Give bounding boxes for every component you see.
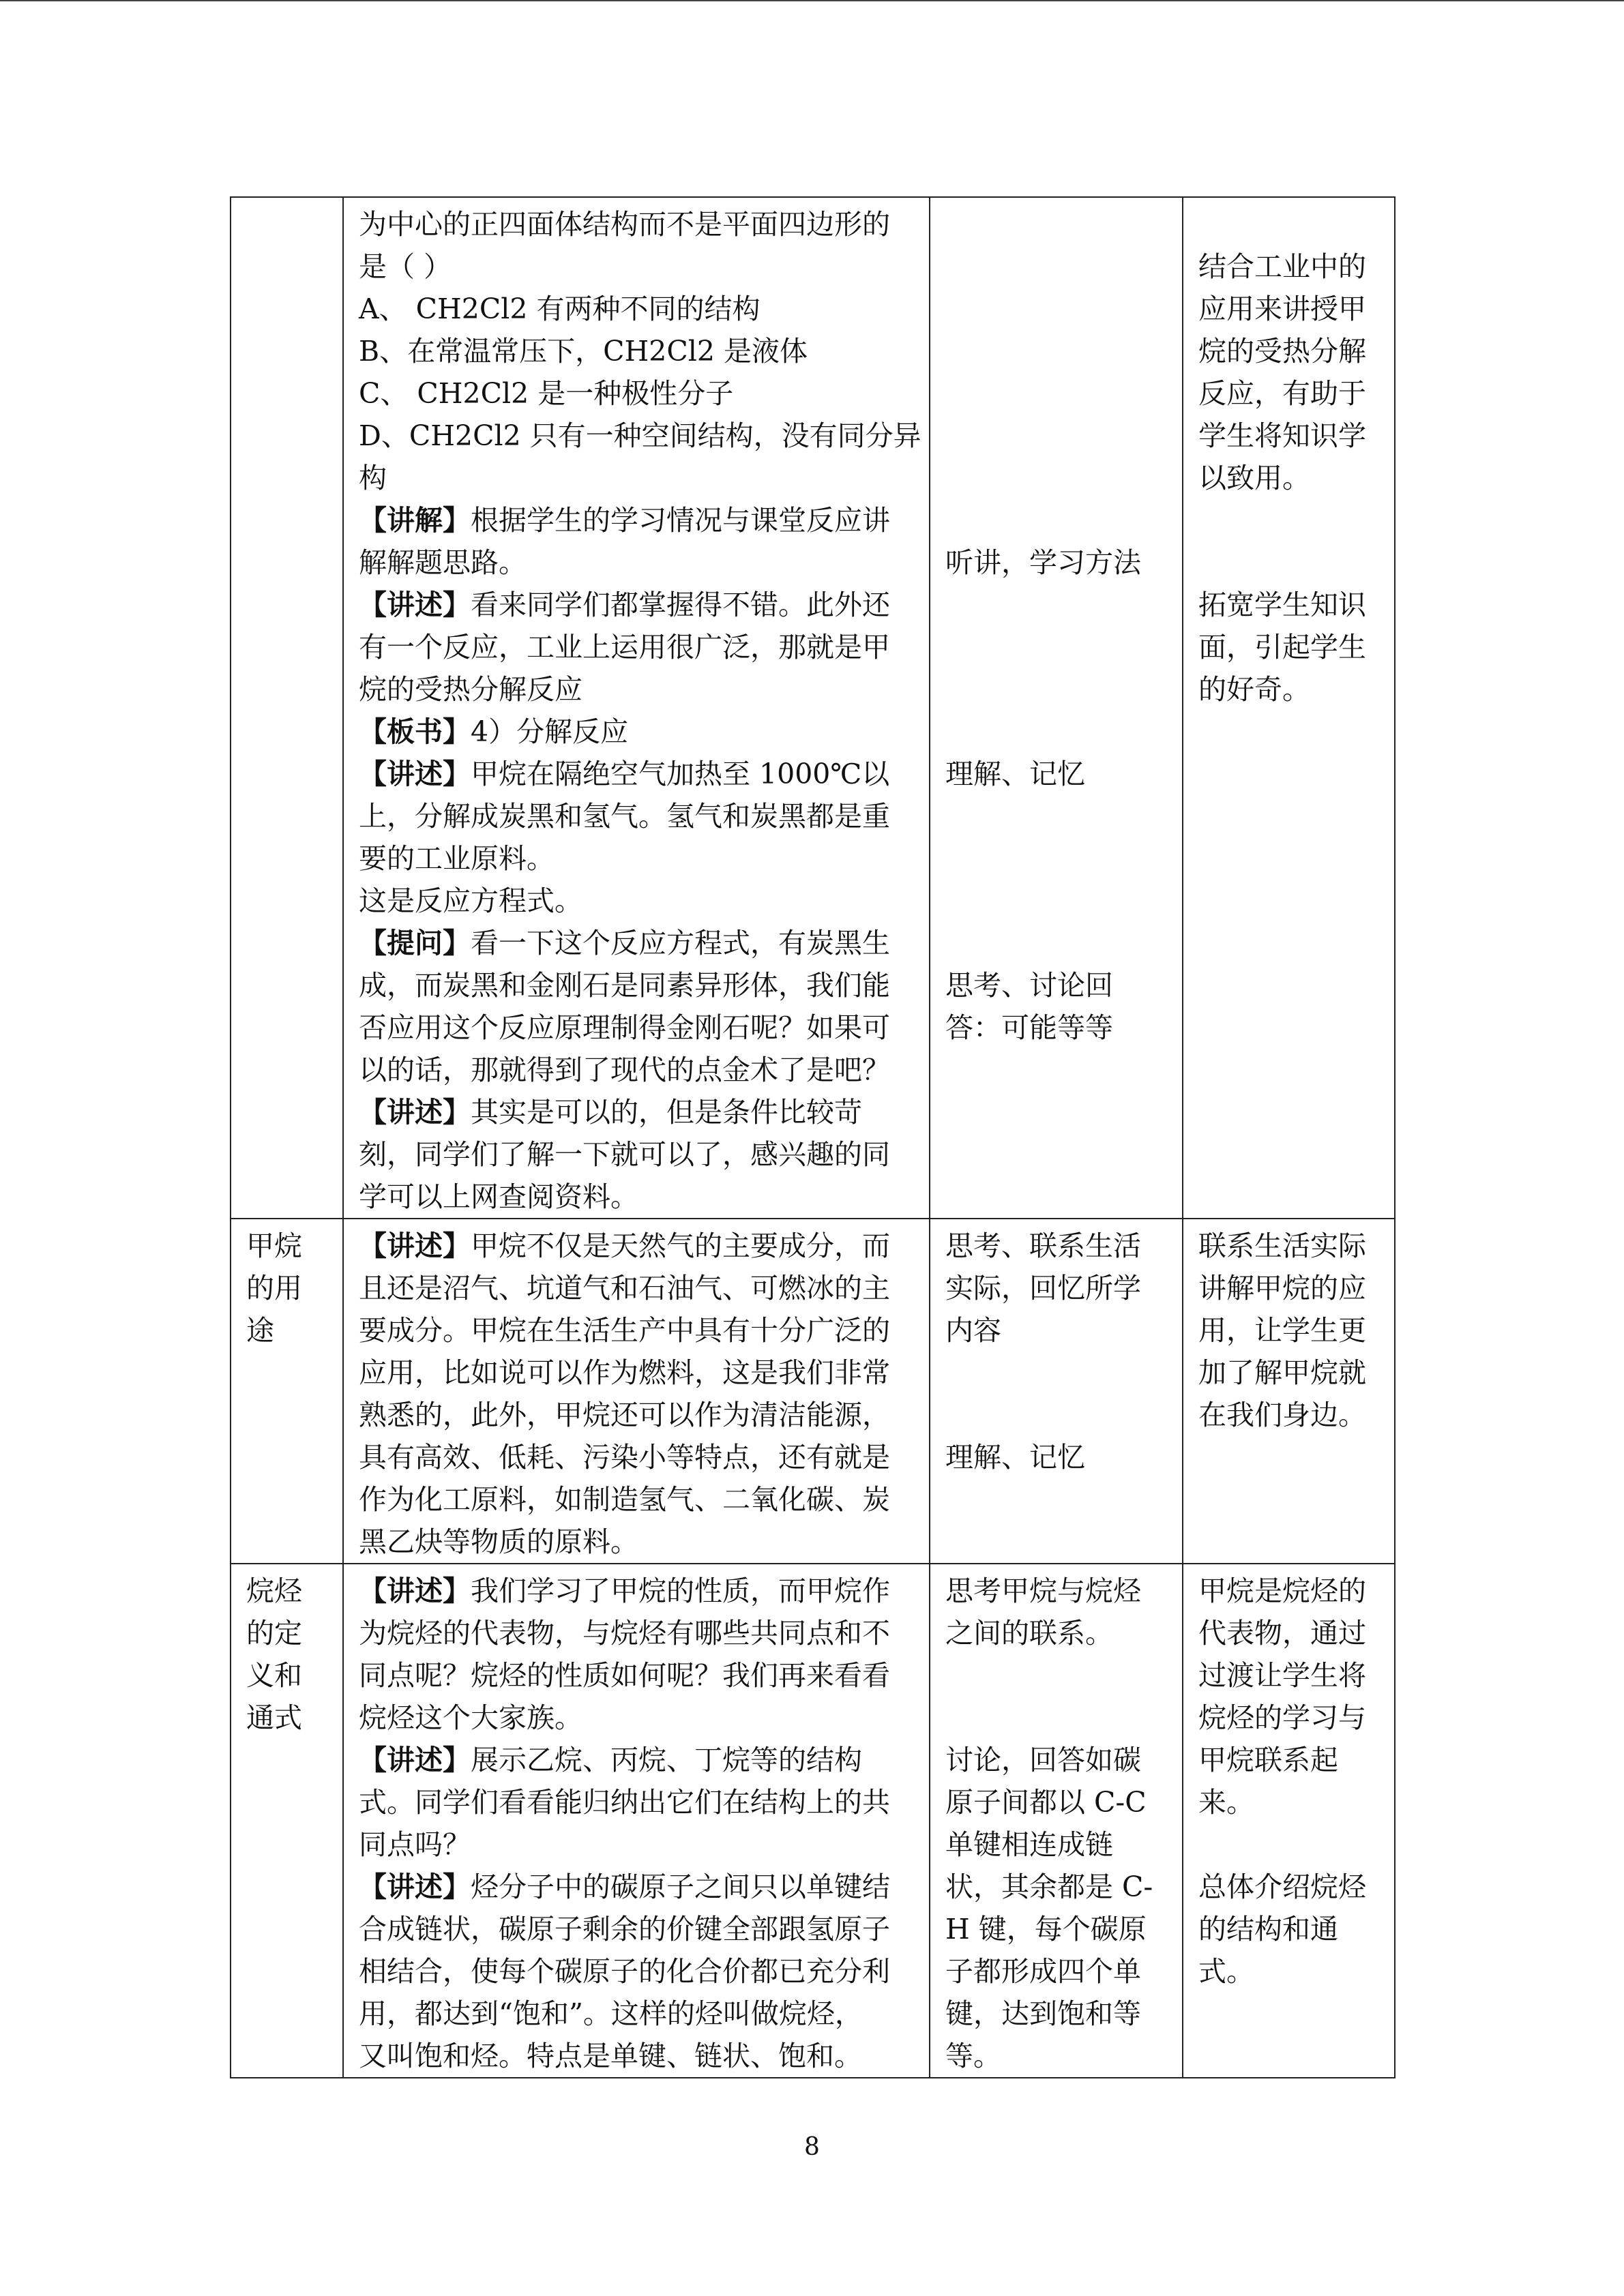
line-text: 的好奇。 — [1198, 673, 1310, 706]
text-line — [246, 1612, 327, 1654]
line-text: 看一下这个反应方程式，有炭黑生 — [471, 927, 890, 959]
blank-line — [945, 499, 1167, 541]
text-line — [359, 880, 914, 922]
line-text: 理解、记忆 — [945, 1441, 1085, 1474]
blank-line — [1198, 1823, 1379, 1866]
line-text: 甲烷 — [246, 1229, 302, 1262]
line-text: 途 — [246, 1314, 274, 1347]
topic-cell — [231, 1564, 343, 2078]
text-line — [359, 1781, 914, 1823]
line-text: 单键相连成链 — [945, 1828, 1113, 1861]
line-text: 作为化工原料，如制造氢气、二氧化碳、炭 — [359, 1483, 890, 1516]
text-line — [1198, 457, 1379, 499]
text-line — [359, 1739, 914, 1781]
line-text: 通式 — [246, 1701, 302, 1734]
line-text: 之间的联系。 — [945, 1617, 1113, 1650]
text-line — [1198, 1908, 1379, 1950]
teacher-activity-cell — [343, 1564, 930, 2078]
design-intent-cell — [1183, 197, 1395, 1219]
teacher-activity-cell — [343, 197, 930, 1219]
text-line — [359, 457, 914, 499]
blank-line — [945, 584, 1167, 626]
text-line — [1198, 668, 1379, 711]
text-line — [1198, 1781, 1379, 1823]
blank-line — [945, 457, 1167, 499]
text-line — [945, 1007, 1167, 1049]
text-line — [945, 1781, 1167, 1823]
section-tag: 【讲述】 — [359, 1575, 471, 1607]
line-text: 应用来讲授甲 — [1198, 293, 1366, 325]
line-text: 甲烷在隔绝空气加热至 1000℃以 — [471, 758, 890, 790]
text-line — [359, 1352, 914, 1394]
section-tag: 【讲述】 — [359, 1096, 471, 1129]
text-line — [359, 1654, 914, 1697]
text-line — [1198, 584, 1379, 626]
line-text: 用，都达到“饱和”。这样的烃叫做烷烃， — [359, 1997, 863, 2030]
line-text: 键，达到饱和等 — [945, 1997, 1141, 2030]
line-text: 来。 — [1198, 1786, 1254, 1819]
line-text: 展示乙烷、丙烷、丁烷等的结构 — [471, 1744, 862, 1776]
text-line — [359, 203, 914, 245]
line-text: 过渡让学生将 — [1198, 1659, 1366, 1692]
text-line — [1198, 1352, 1379, 1394]
topic-cell — [231, 197, 343, 1219]
line-text: 刻，同学们了解一下就可以了，感兴趣的同 — [359, 1138, 890, 1171]
text-line — [1198, 1866, 1379, 1908]
text-line — [945, 1739, 1167, 1781]
blank-line — [945, 880, 1167, 922]
line-text: 学生将知识学 — [1198, 419, 1366, 452]
blank-line — [945, 1654, 1167, 1697]
line-text: 学可以上网查阅资料。 — [359, 1180, 638, 1213]
blank-line — [945, 1352, 1167, 1394]
line-text: 黑乙炔等物质的原料。 — [359, 1525, 638, 1558]
text-line — [359, 668, 914, 711]
blank-line — [945, 203, 1167, 245]
table-row — [231, 1564, 1395, 2078]
text-line — [246, 1697, 327, 1739]
text-line — [359, 330, 914, 372]
text-line — [359, 1521, 914, 1563]
text-line — [246, 1654, 327, 1697]
line-text: 面，引起学生 — [1198, 631, 1366, 664]
text-line — [359, 1478, 914, 1521]
line-text: 合成链状，碳原子剩余的价键全部跟氢原子 — [359, 1913, 890, 1945]
section-tag: 【讲述】 — [359, 758, 471, 790]
text-line — [945, 964, 1167, 1007]
student-activity-cell — [930, 1219, 1183, 1564]
teacher-activity-cell — [343, 1219, 930, 1564]
line-text: 式。同学们看看能归纳出它们在结构上的共 — [359, 1786, 890, 1819]
text-line — [1198, 1697, 1379, 1739]
line-text: 原子间都以 C-C — [945, 1786, 1147, 1819]
line-text: 烃分子中的碳原子之间只以单键结 — [471, 1870, 890, 1903]
line-text: 看来同学们都掌握得不错。此外还 — [471, 588, 890, 621]
line-text: 思考、讨论回 — [945, 969, 1113, 1002]
section-tag: 【提问】 — [359, 927, 471, 959]
line-text: 解解题思路。 — [359, 546, 527, 579]
text-line — [1198, 1267, 1379, 1309]
blank-line — [1198, 499, 1379, 541]
line-text: 甲烷不仅是天然气的主要成分，而 — [471, 1229, 890, 1262]
line-text: 又叫饱和烃。特点是单键、链状、饱和。 — [359, 2040, 862, 2072]
text-line — [945, 1908, 1167, 1950]
line-text: 以致用。 — [1198, 462, 1310, 494]
text-line — [359, 1309, 914, 1352]
line-text: 子都形成四个单 — [945, 1955, 1141, 1988]
line-text: 以的话，那就得到了现代的点金术了是吧？ — [359, 1054, 890, 1086]
text-line — [359, 1908, 914, 1950]
text-line — [1198, 1225, 1379, 1267]
blank-line — [945, 626, 1167, 668]
section-tag: 【讲述】 — [359, 1744, 471, 1776]
line-text: 是（ ） — [359, 250, 452, 283]
line-text: 这是反应方程式。 — [359, 884, 582, 917]
line-text: 拓宽学生知识 — [1198, 588, 1366, 621]
text-line — [945, 1823, 1167, 1866]
line-text: 讨论，回答如碳 — [945, 1744, 1141, 1776]
line-text: 的用 — [246, 1272, 302, 1304]
line-text: 具有高效、低耗、污染小等特点，还有就是 — [359, 1441, 890, 1474]
text-line — [359, 1091, 914, 1133]
text-line — [945, 753, 1167, 795]
line-text: 其实是可以的，但是条件比较苛 — [471, 1096, 862, 1129]
blank-line — [945, 837, 1167, 880]
line-text: 用，让学生更 — [1198, 1314, 1366, 1347]
blank-line — [945, 330, 1167, 372]
line-text: 为烷烃的代表物，与烷烃有哪些共同点和不 — [359, 1617, 890, 1650]
text-line — [359, 415, 921, 457]
line-text: B、在常温常压下，CH2Cl2 是液体 — [359, 335, 808, 368]
text-line — [1198, 626, 1379, 668]
line-text: 内容 — [945, 1314, 1001, 1347]
text-line — [359, 753, 914, 795]
text-line — [359, 372, 914, 415]
text-line — [359, 1697, 914, 1739]
section-tag: 【讲述】 — [359, 1229, 471, 1262]
line-text: 状，其余都是 C- — [945, 1870, 1153, 1903]
blank-line — [945, 288, 1167, 330]
text-line — [359, 837, 914, 880]
text-line — [246, 1267, 327, 1309]
page-top-border — [0, 0, 1624, 1]
line-text: 加了解甲烷就 — [1198, 1356, 1366, 1389]
text-line — [246, 1225, 327, 1267]
line-text: 义和 — [246, 1659, 302, 1692]
text-line — [359, 1950, 914, 1993]
blank-line — [945, 711, 1167, 753]
line-text: 烷的受热分解反应 — [359, 673, 582, 706]
line-text: 甲烷是烷烃的 — [1198, 1575, 1366, 1607]
text-line — [359, 1133, 914, 1176]
line-text: 理解、记忆 — [945, 758, 1085, 790]
text-line — [359, 1176, 914, 1218]
table-row — [231, 1219, 1395, 1564]
text-line — [359, 288, 914, 330]
text-line — [1198, 288, 1379, 330]
line-text: H 键，每个碳原 — [945, 1913, 1147, 1945]
student-activity-cell — [930, 1564, 1183, 2078]
text-line — [1198, 330, 1379, 372]
section-tag: 【板书】 — [359, 715, 471, 748]
line-text: 实际，回忆所学 — [945, 1272, 1141, 1304]
line-text: 听讲，学习方法 — [945, 546, 1141, 579]
line-text: 联系生活实际 — [1198, 1229, 1366, 1262]
text-line — [359, 1823, 914, 1866]
line-text: 同点呢？烷烃的性质如何呢？我们再来看看 — [359, 1659, 890, 1692]
text-line — [246, 1570, 327, 1612]
text-line — [945, 1866, 1167, 1908]
text-line — [1198, 245, 1379, 288]
blank-line — [945, 795, 1167, 837]
line-text: 等。 — [945, 2040, 1001, 2072]
text-line — [359, 541, 914, 584]
lesson-plan-table — [230, 196, 1396, 2078]
design-intent-cell — [1183, 1564, 1395, 2078]
page-number: 8 — [804, 2133, 820, 2161]
text-line — [359, 964, 914, 1007]
blank-line — [945, 668, 1167, 711]
text-line — [1198, 1394, 1379, 1436]
section-tag: 【讲解】 — [359, 504, 471, 537]
text-line — [359, 245, 914, 288]
text-line — [359, 1267, 914, 1309]
line-text: 构 — [359, 462, 387, 494]
section-tag: 【讲述】 — [359, 1870, 471, 1903]
design-intent-cell — [1183, 1219, 1395, 1564]
text-line — [359, 711, 914, 753]
text-line — [945, 2035, 1167, 2077]
line-text: 否应用这个反应原理制得金刚石呢？如果可 — [359, 1011, 890, 1044]
line-text: 应用，比如说可以作为燃料，这是我们非常 — [359, 1356, 890, 1389]
line-text: 烷烃的学习与 — [1198, 1701, 1366, 1734]
text-line — [945, 541, 1167, 584]
line-text: A、 CH2Cl2 有两种不同的结构 — [359, 293, 761, 325]
text-line — [359, 1007, 914, 1049]
line-text: 且还是沼气、坑道气和石油气、可燃冰的主 — [359, 1272, 890, 1304]
text-line — [359, 584, 914, 626]
student-activity-cell — [930, 197, 1183, 1219]
text-line — [359, 1570, 914, 1612]
line-text: 在我们身边。 — [1198, 1399, 1366, 1431]
text-line — [359, 1436, 914, 1478]
text-line — [359, 499, 914, 541]
text-line — [359, 1866, 914, 1908]
text-line — [359, 1612, 914, 1654]
text-line — [1198, 1570, 1379, 1612]
line-text: 反应，有助于 — [1198, 377, 1366, 410]
text-line — [945, 1225, 1167, 1267]
line-text: 烷烃 — [246, 1575, 302, 1607]
line-text: 甲烷联系起 — [1198, 1744, 1338, 1776]
text-line — [945, 1570, 1167, 1612]
text-line — [1198, 1612, 1379, 1654]
line-text: 的定 — [246, 1617, 302, 1650]
text-line — [945, 1267, 1167, 1309]
blank-line — [945, 372, 1167, 415]
text-line — [1198, 1309, 1379, 1352]
line-text: D、CH2Cl2 只有一种空间结构，没有同分异 — [359, 419, 921, 452]
blank-line — [945, 1697, 1167, 1739]
text-line — [945, 1993, 1167, 2035]
blank-line — [1198, 541, 1379, 584]
line-text: 答：可能等等 — [945, 1011, 1113, 1044]
line-text: 有一个反应，工业上运用很广泛，那就是甲 — [359, 631, 890, 664]
blank-line — [945, 1394, 1167, 1436]
line-text: C、 CH2Cl2 是一种极性分子 — [359, 377, 734, 410]
line-text: 同点吗？ — [359, 1828, 471, 1861]
line-text: 思考、联系生活 — [945, 1229, 1141, 1262]
text-line — [359, 1225, 914, 1267]
text-line — [1198, 1654, 1379, 1697]
text-line — [246, 1309, 327, 1352]
line-text: 代表物，通过 — [1198, 1617, 1366, 1650]
blank-line — [1198, 203, 1379, 245]
line-text: 要成分。甲烷在生活生产中具有十分广泛的 — [359, 1314, 890, 1347]
text-line — [1198, 1739, 1379, 1781]
line-text: 结合工业中的 — [1198, 250, 1366, 283]
line-text: 思考甲烷与烷烃 — [945, 1575, 1141, 1607]
text-line — [359, 1394, 914, 1436]
topic-cell — [231, 1219, 343, 1564]
text-line — [1198, 1950, 1379, 1993]
line-text: 根据学生的学习情况与课堂反应讲 — [471, 504, 890, 537]
line-text: 讲解甲烷的应 — [1198, 1272, 1366, 1304]
text-line — [945, 1612, 1167, 1654]
text-line — [359, 626, 914, 668]
text-line — [1198, 372, 1379, 415]
text-line — [945, 1950, 1167, 1993]
blank-line — [945, 922, 1167, 964]
line-text: 烷的受热分解 — [1198, 335, 1366, 368]
line-text: 上，分解成炭黑和氢气。氢气和炭黑都是重 — [359, 800, 890, 833]
blank-line — [945, 245, 1167, 288]
line-text: 熟悉的，此外，甲烷还可以作为清洁能源， — [359, 1399, 890, 1431]
line-text: 相结合，使每个碳原子的化合价都已充分利 — [359, 1955, 890, 1988]
text-line — [359, 1049, 914, 1091]
text-line — [1198, 415, 1379, 457]
line-text: 为中心的正四面体结构而不是平面四边形的 — [359, 208, 890, 241]
line-text: 烷烃这个大家族。 — [359, 1701, 582, 1734]
section-tag: 【讲述】 — [359, 588, 471, 621]
text-line — [359, 795, 914, 837]
line-text: 式。 — [1198, 1955, 1254, 1988]
line-text: 的结构和通 — [1198, 1913, 1338, 1945]
text-line — [359, 2035, 914, 2077]
line-text: 总体介绍烷烃 — [1198, 1870, 1366, 1903]
line-text: 我们学习了甲烷的性质，而甲烷作 — [471, 1575, 890, 1607]
table-row — [231, 197, 1395, 1219]
line-text: 成，而炭黑和金刚石是同素异形体，我们能 — [359, 969, 890, 1002]
text-line — [359, 1993, 914, 2035]
text-line — [945, 1309, 1167, 1352]
text-line — [945, 1436, 1167, 1478]
blank-line — [945, 415, 1167, 457]
line-text: 要的工业原料。 — [359, 842, 555, 875]
text-line — [359, 922, 914, 964]
line-text: 4）分解反应 — [471, 715, 629, 748]
